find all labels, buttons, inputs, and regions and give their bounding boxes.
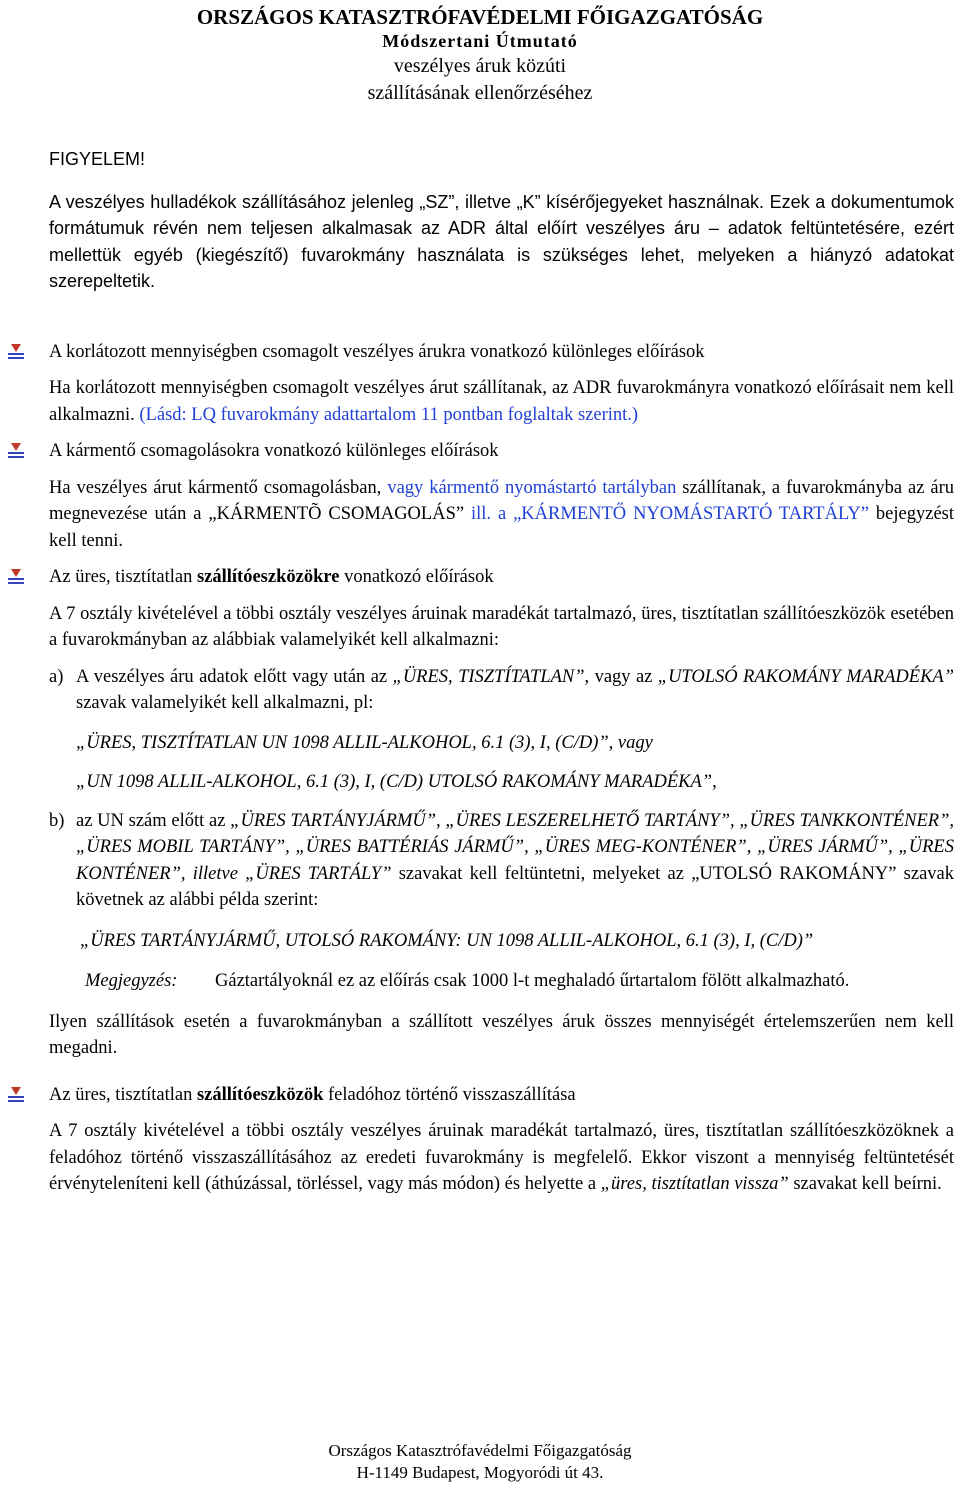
arrow-bullet-icon [7, 443, 25, 459]
section-title-salvage: A kármentő csomagolásokra vonatkozó különleges előírások [49, 441, 499, 461]
warning-block [49, 146, 954, 295]
arrow-bullet-icon [7, 569, 25, 585]
arrow-bullet-icon [7, 1087, 25, 1103]
section-title-return: Az üres, tisztítatlan szállítóeszközök feladóhoz történő visszaszállítása [49, 1084, 576, 1105]
footer-line-1: Országos Katasztrófavédelmi Főigazgatóság [328, 1441, 632, 1460]
section-title-lq: A korlátozott mennyiségben csomagolt veszélyes árukra vonatkozó különleges előírások [49, 341, 705, 362]
header-subtitle: Módszertani Útmutató [382, 31, 578, 51]
empty-closing: Ilyen szállítások esetén a fuvarokmányban a szállított veszélyes áruk összes mennyiségét értelemszerűen nem kell megadni. [49, 1011, 954, 1058]
section-salvage-packaging [49, 438, 954, 554]
section-return-to-consignor [49, 1082, 954, 1198]
lq-reference: (Lásd: LQ fuvarokmány adattartalom 11 pontban foglaltak szerint.) [139, 404, 639, 425]
header-line-1: veszélyes áruk közúti [393, 55, 567, 77]
page-footer [0, 1440, 960, 1484]
header-line-2: szállításának ellenőrzéséhez [367, 82, 593, 104]
lq-text: Ha korlátozott mennyiségben csomagolt veszélyes árut szállítanak, az ADR fuvarokmányra vonatkozó előírásait nem kell alkalmazni. [49, 378, 954, 425]
example-3: „ÜRES TARTÁNYJÁRMŰ, UTOLSÓ RAKOMÁNY: UN 1098 ALLIL-ALKOHOL, 6.1 (3), I, (C/D)” [80, 930, 814, 951]
arrow-bullet-icon [7, 344, 25, 360]
header-org: ORSZÁGOS KATASZTRÓFAVÉDELMI FŐIGAZGATÓSÁG [196, 5, 764, 29]
note-label: Megjegyzés: [85, 971, 178, 991]
note-text: Gáztartályoknál ez az előírás csak 1000 l-t meghaladó űrtartalom fölött alkalmazható. [215, 971, 850, 991]
page-header [0, 4, 960, 107]
section-text-salvage: Ha veszélyes árut kármentő csomagolásban, vagy kármentő nyomástartó tartályban szállítanak, a fuvarokmányba az áru megnevezése után a „KÁRMENTÕ CSOMAGOLÁS” ill. a „KÁRMENTŐ NYOMÁSTARTÓ TARTÁLY” bejegyzést kell tenni. [49, 477, 954, 551]
list-item-a: a) A veszélyes áru adatok előtt vagy után az „ÜRES, TISZTÍTATLAN”, vagy az „UTOLSÓ RAKOMÁNY MARADÉKA” szavak valamelyikét kell alkalmazni, pl: [49, 666, 954, 713]
section-empty-vehicles [49, 564, 954, 1062]
document-body [49, 146, 954, 1198]
section-text-return: A 7 osztály kivételével a többi osztály veszélyes áruinak maradékát tartalmazó, üres, tisztítatlan szállítóeszközöknek a feladóhoz történő visszaszállításához az eredeti fuvarokmány is megfelelő. Ekkor viszont a mennyiség feltüntetését érvényteleníteni kell (áthúzással, törléssel, vagy más módon) és helyette a „üres, tisztítatlan vissza” szavakat kell beírni. [49, 1121, 954, 1194]
example-2: „UN 1098 ALLIL-ALKOHOL, 6.1 (3), I, (C/D) UTOLSÓ RAKOMÁNY MARADÉKA”, [76, 772, 717, 792]
note [49, 968, 954, 995]
warning-text: A veszélyes hulladékok szállításához jelenleg „SZ”, illetve „K” kísérőjegyeket használnak. Ezek a dokumentumok formátumuk révén nem teljesen alkalmasak az ADR által előírt veszélyes áru – adatok feltüntetésére, ezért mellettük egyéb (kiegészítő) fuvarokmány használata is szükséges lehet, melyeken a hiányzó adatokat szerepeltetik. [49, 191, 954, 291]
empty-intro: A 7 osztály kivételével a többi osztály veszélyes áruinak maradékát tartalmazó, üres, tisztítatlan szállítóeszközök esetében a fuvarokmányban az alábbiak valamelyikét kell alkalmazni: [49, 603, 954, 650]
section-text-lq [49, 375, 954, 428]
warning-title: FIGYELEM! [49, 149, 146, 169]
list-item-b: b) az UN szám előtt az „ÜRES TARTÁNYJÁRMŰ”, „ÜRES LESZERELHETŐ TARTÁNY”, „ÜRES TANKKONTÉNER”, „ÜRES MOBIL TARTÁNY”, „ÜRES BATTÉRIÁS JÁRMŰ”, „ÜRES MEG-KONTÉNER”, „ÜRES JÁRMŰ”, „ÜRES KONTÉNER”, illetve „ÜRES TARTÁLY” szavakat kell feltüntetni, melyeket az „UTOLSÓ RAKOMÁNY” szavak követnek az alábbi példa szerint: [49, 810, 954, 910]
example-1: „ÜRES, TISZTÍTATLAN UN 1098 ALLIL-ALKOHOL, 6.1 (3), I, (C/D)”, vagy [76, 732, 653, 753]
footer-line-2: H-1149 Budapest, Mogyoródi út 43. [356, 1463, 604, 1482]
section-limited-quantity [49, 339, 954, 429]
section-title-empty: Az üres, tisztítatlan szállítóeszközökre vonatkozó előírások [49, 567, 494, 587]
